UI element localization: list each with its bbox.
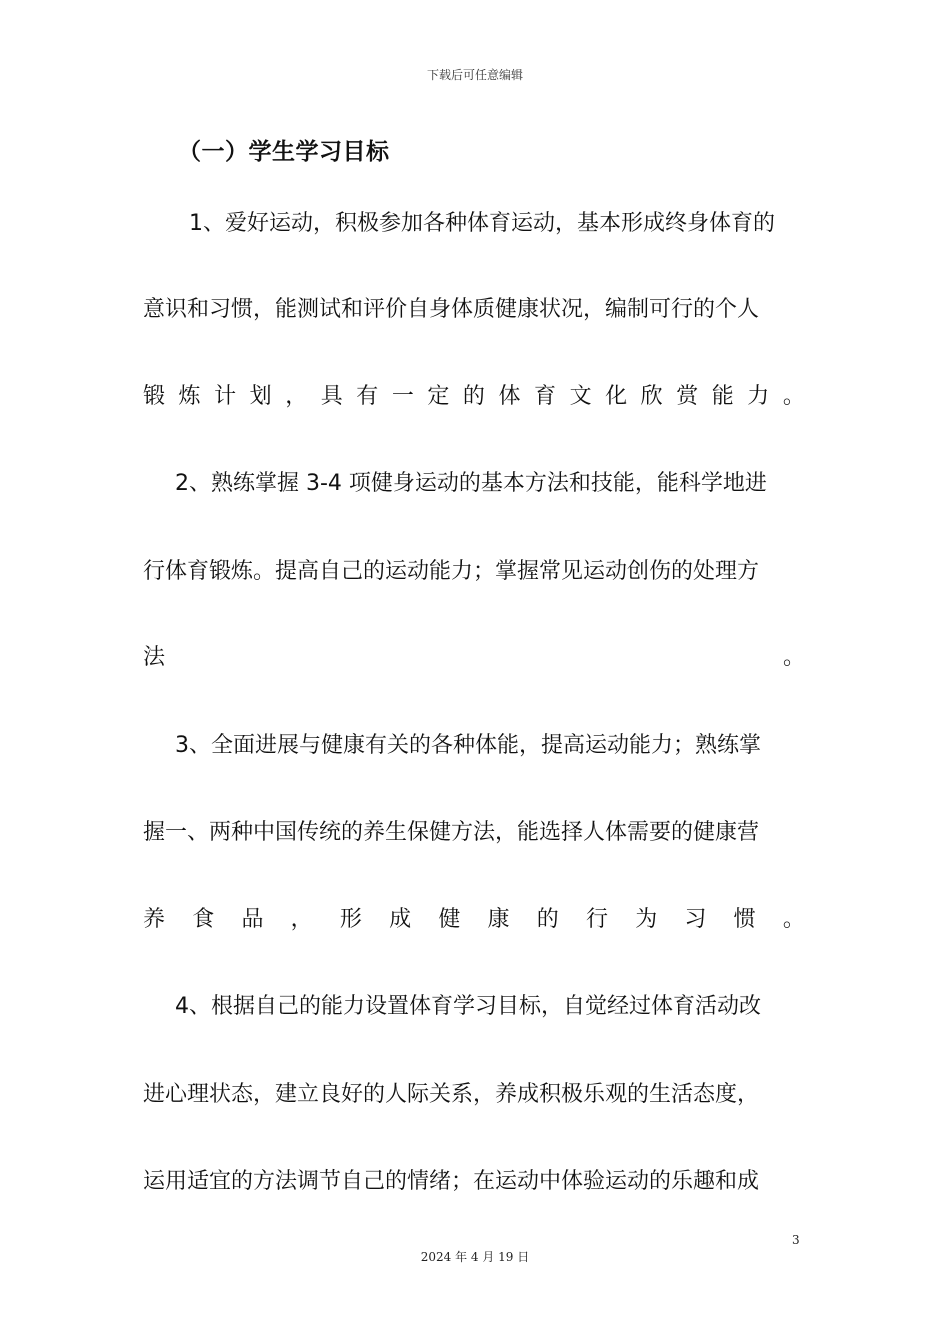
char: 炼 <box>178 384 201 409</box>
paragraph-2-line-1: 2、熟练掌握 3-4 项健身运动的基本方法和技能，能科学地进 <box>175 471 767 496</box>
paragraph-3-line-3 <box>143 902 805 938</box>
char: 能 <box>711 384 734 409</box>
paragraph-1-line-1: 1、爱好运动，积极参加各种体育运动，基本形成终身体育的 <box>189 211 775 236</box>
char: 有 <box>356 384 379 409</box>
char: 养 <box>143 907 166 932</box>
line-end-text: 。 <box>782 645 805 670</box>
char: 行 <box>585 907 608 932</box>
char: 习 <box>684 907 707 932</box>
paragraph-4-line-1: 4、根据自己的能力设置体育学习目标，自觉经过体育活动改 <box>175 994 761 1019</box>
char: 一 <box>391 384 414 409</box>
section-heading: （一）学生学习目标 <box>178 139 390 165</box>
footer-date: 2024 年 4 月 19 日 <box>420 1250 530 1264</box>
page-number: 3 <box>792 1233 800 1247</box>
char: 计 <box>214 384 237 409</box>
char: 成 <box>389 907 412 932</box>
paragraph-1-line-3 <box>143 379 805 415</box>
char: ， <box>290 907 313 932</box>
char: 定 <box>427 384 450 409</box>
paragraph-2-line-2: 行体育锻炼。提高自己的运动能力；掌握常见运动创伤的处理方 <box>143 559 760 584</box>
char: 健 <box>438 907 461 932</box>
char: 赏 <box>676 384 699 409</box>
char: 化 <box>605 384 628 409</box>
char: 形 <box>339 907 362 932</box>
paragraph-4-line-3: 运用适宜的方法调节自己的情绪；在运动中体验运动的乐趣和成 <box>143 1169 760 1194</box>
char: 育 <box>534 384 557 409</box>
char: 的 <box>462 384 485 409</box>
paragraph-4-line-2: 进心理状态，建立良好的人际关系，养成积极乐观的生活态度， <box>143 1082 760 1107</box>
char: 。 <box>782 907 805 932</box>
paragraph-2-line-3 <box>143 640 805 676</box>
char: 品 <box>241 907 264 932</box>
paragraph-1-line-2: 意识和习惯，能测试和评价自身体质健康状况，编制可行的个人 <box>143 297 760 322</box>
char: 体 <box>498 384 521 409</box>
char: 康 <box>487 907 510 932</box>
char: ， <box>285 384 308 409</box>
char: 为 <box>635 907 658 932</box>
char: 力 <box>747 384 770 409</box>
paragraph-3-line-2: 握一、两种中国传统的养生保健方法，能选择人体需要的健康营 <box>143 820 760 845</box>
paragraph-3-line-1: 3、全面进展与健康有关的各种体能，提高运动能力；熟练掌 <box>175 733 761 758</box>
char: 具 <box>320 384 343 409</box>
char: 食 <box>192 907 215 932</box>
char: 惯 <box>733 907 756 932</box>
char: 欣 <box>640 384 663 409</box>
char: 文 <box>569 384 592 409</box>
line-start-text: 法 <box>143 645 166 670</box>
header-note: 下载后可任意编辑 <box>426 68 523 82</box>
char: 。 <box>782 384 805 409</box>
char: 锻 <box>143 384 166 409</box>
char: 的 <box>536 907 559 932</box>
char: 划 <box>249 384 272 409</box>
